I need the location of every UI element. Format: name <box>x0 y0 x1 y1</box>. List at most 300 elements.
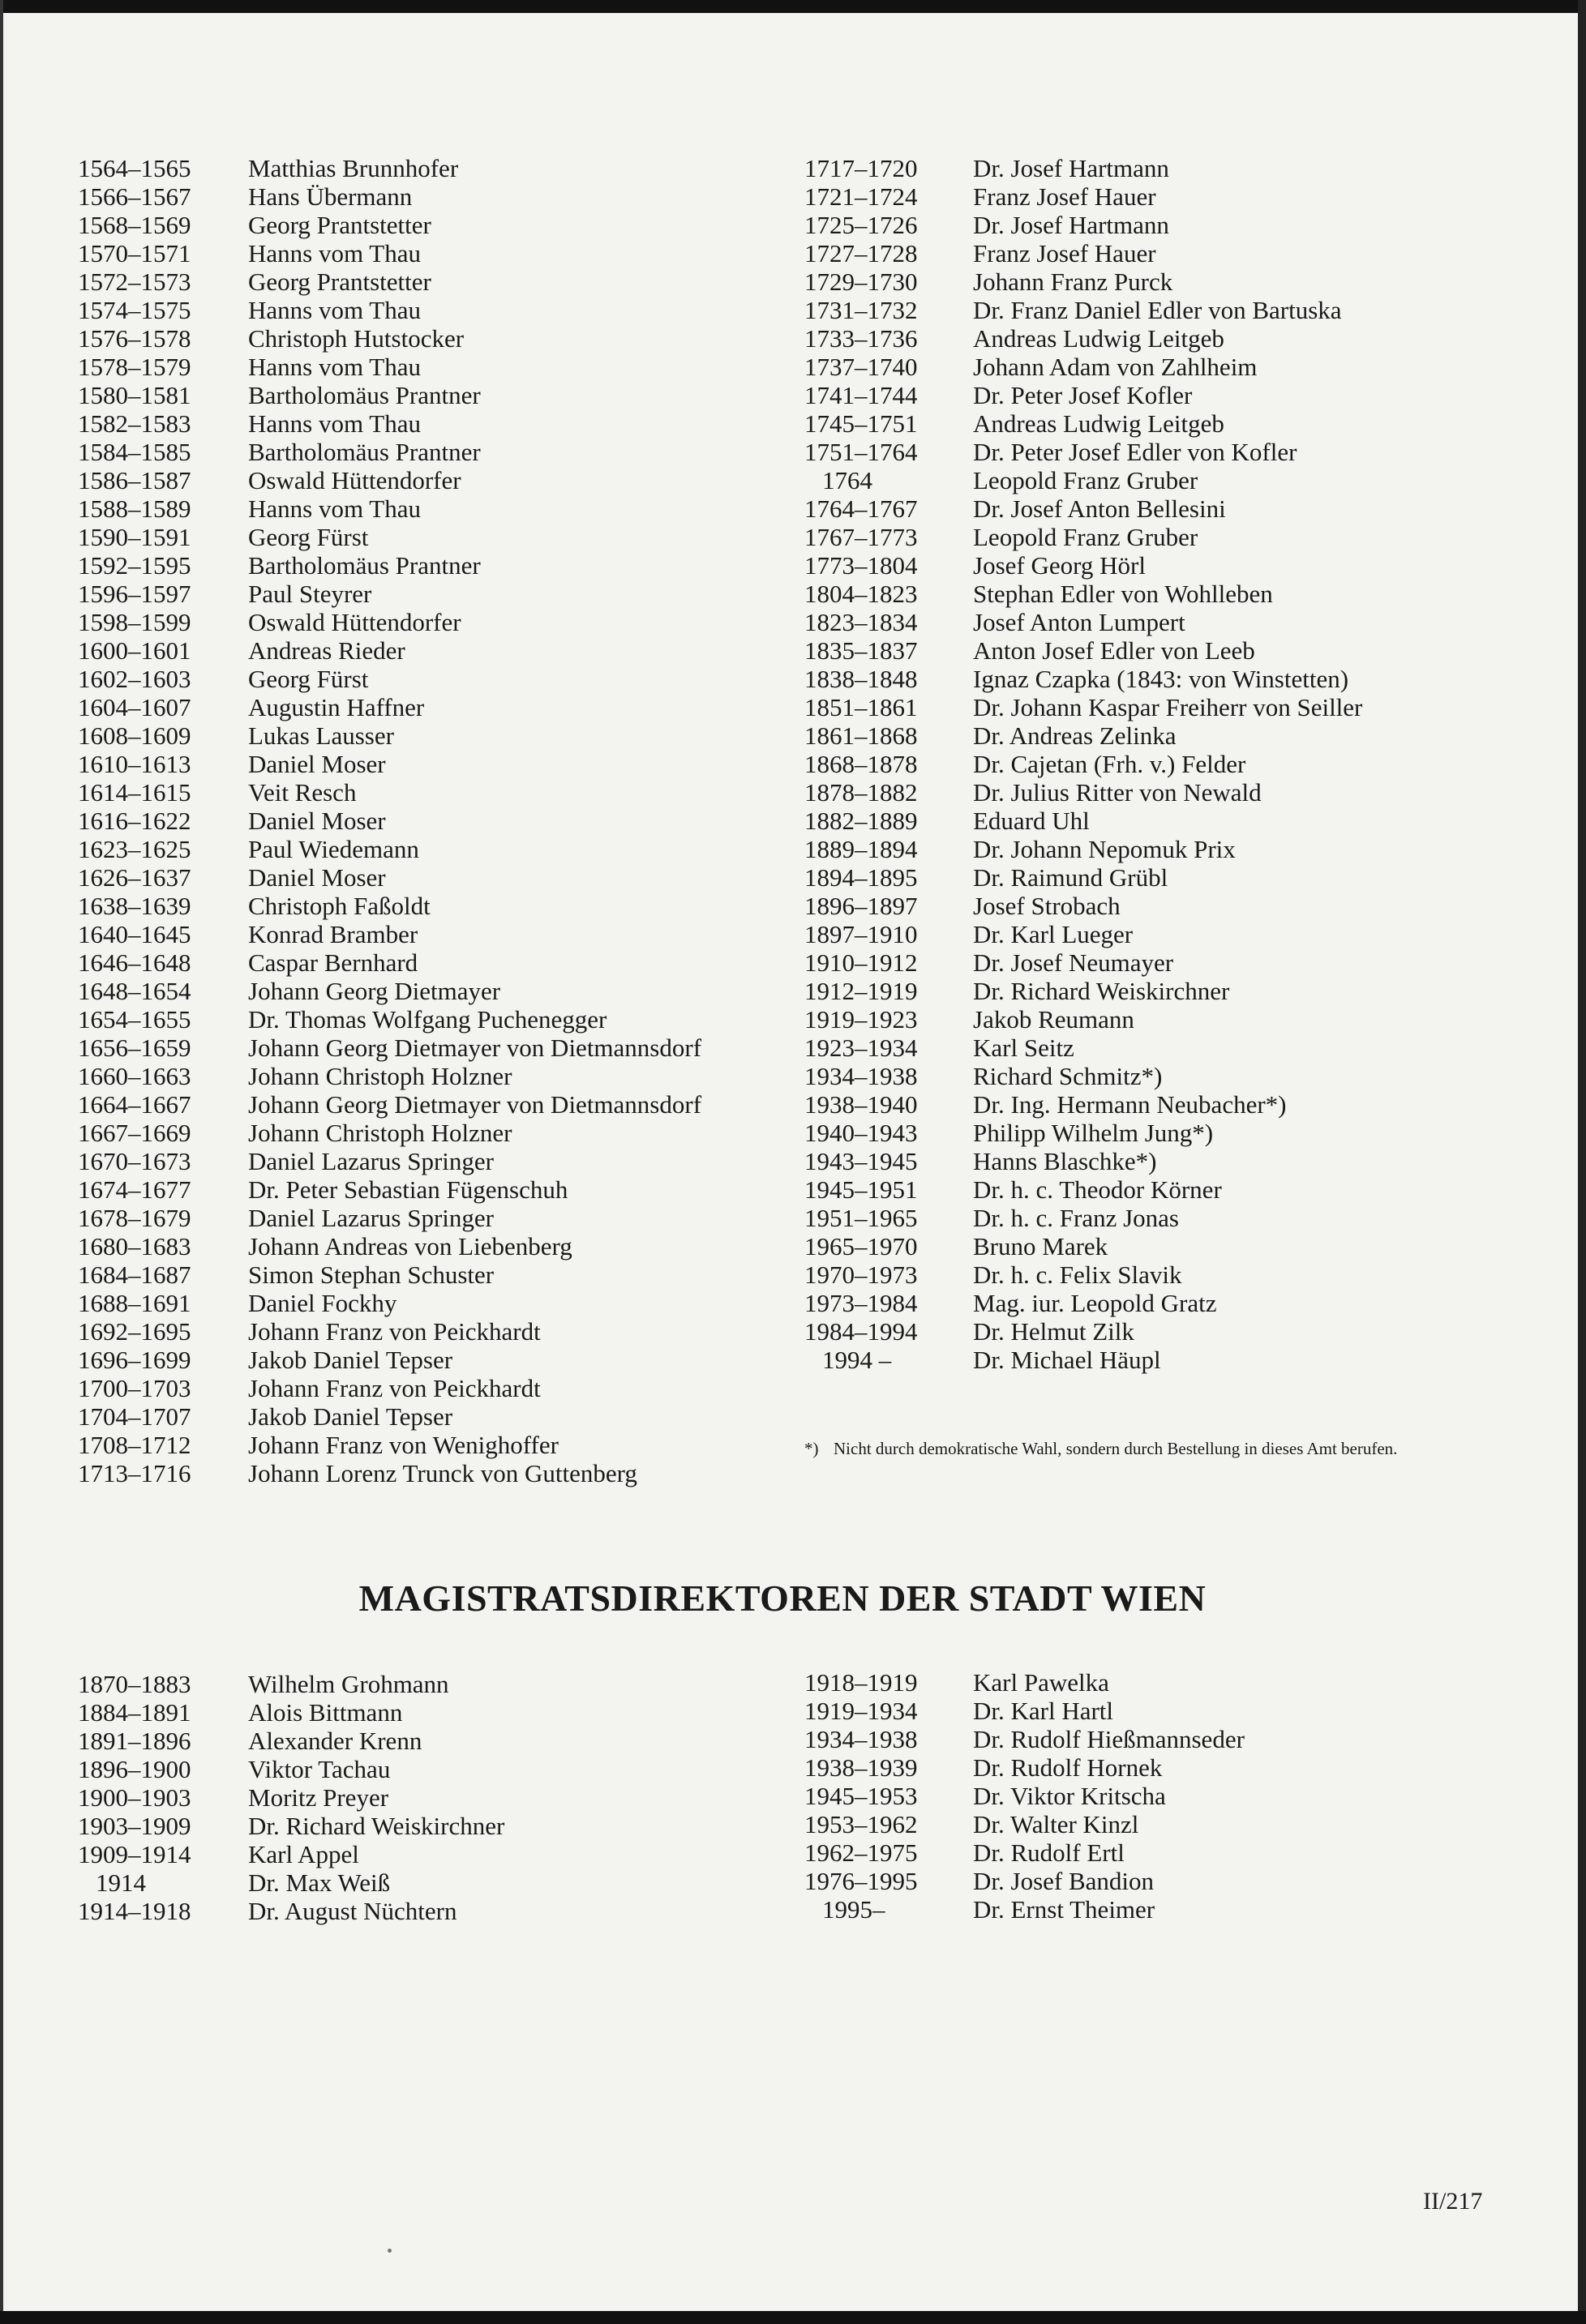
term-years: 1696–1699 <box>78 1346 191 1374</box>
term-years: 1566–1567 <box>78 182 191 211</box>
list-item <box>78 296 701 324</box>
person-name: Simon Stephan Schuster <box>248 1260 495 1289</box>
list-item <box>804 1232 1362 1260</box>
list-item <box>78 409 701 438</box>
term-years: 1640–1645 <box>78 920 191 948</box>
person-name: Dr. Ernst Theimer <box>973 1895 1155 1924</box>
list-item <box>78 1897 504 1925</box>
list-item <box>804 438 1362 466</box>
person-name: Dr. Richard Weiskirchner <box>973 977 1230 1005</box>
list-item <box>804 296 1362 324</box>
list-item <box>804 948 1362 977</box>
list-item <box>78 863 701 892</box>
term-years: 1586–1587 <box>78 466 191 494</box>
person-name: Johann Georg Dietmayer <box>248 977 501 1005</box>
list-item <box>78 466 701 494</box>
term-years: 1896–1897 <box>804 892 918 920</box>
person-name: Hanns vom Thau <box>248 353 421 381</box>
term-years: 1804–1823 <box>804 580 918 608</box>
list-item <box>78 182 701 211</box>
term-years: 1692–1695 <box>78 1317 191 1346</box>
scan-border-right <box>1578 0 1586 2324</box>
person-name: Dr. Michael Häupl <box>973 1346 1161 1374</box>
term-years: 1962–1975 <box>804 1838 918 1867</box>
term-years: 1976–1995 <box>804 1867 918 1895</box>
list-item <box>804 1260 1362 1289</box>
person-name: Veit Resch <box>248 778 357 807</box>
person-name: Matthias Brunnhofer <box>248 154 459 182</box>
person-name: Daniel Moser <box>248 750 386 778</box>
list-item <box>78 835 701 863</box>
person-name: Ignaz Czapka (1843: von Winstetten) <box>973 665 1349 693</box>
person-name: Dr. h. c. Franz Jonas <box>973 1204 1179 1232</box>
list-item <box>804 1867 1245 1895</box>
list-item <box>804 1289 1362 1317</box>
term-years: 1934–1938 <box>804 1725 918 1753</box>
list-item <box>804 1810 1245 1838</box>
person-name: Dr. Max Weiß <box>248 1868 391 1897</box>
person-name: Dr. Walter Kinzl <box>973 1810 1139 1838</box>
term-years: 1914 <box>96 1868 146 1897</box>
term-years: 1590–1591 <box>78 523 191 551</box>
list-item <box>78 381 701 409</box>
list-item <box>804 721 1362 750</box>
list-item <box>804 1782 1245 1810</box>
term-years: 1995– <box>822 1895 885 1924</box>
list-item <box>78 1175 701 1204</box>
person-name: Hans Übermann <box>248 182 413 211</box>
list-item <box>804 778 1362 807</box>
list-item <box>78 977 701 1005</box>
term-years: 1688–1691 <box>78 1289 191 1317</box>
term-years: 1910–1912 <box>804 948 918 977</box>
term-years: 1751–1764 <box>804 438 918 466</box>
term-years: 1648–1654 <box>78 977 191 1005</box>
term-years: 1870–1883 <box>78 1670 191 1698</box>
list-item <box>78 1034 701 1062</box>
term-years: 1721–1724 <box>804 182 918 211</box>
person-name: Philipp Wilhelm Jung*) <box>973 1119 1214 1147</box>
term-years: 1900–1903 <box>78 1783 191 1812</box>
term-years: 1656–1659 <box>78 1034 191 1062</box>
person-name: Dr. Thomas Wolfgang Puchenegger <box>248 1005 607 1034</box>
person-name: Anton Josef Edler von Leeb <box>973 636 1255 665</box>
person-name: Johann Franz von Wenighoffer <box>248 1431 559 1459</box>
term-years: 1596–1597 <box>78 580 191 608</box>
person-name: Johann Lorenz Trunck von Guttenberg <box>248 1459 637 1487</box>
term-years: 1745–1751 <box>804 409 918 438</box>
list-item <box>78 551 701 580</box>
term-years: 1970–1973 <box>804 1260 918 1289</box>
list-item <box>804 693 1362 721</box>
person-name: Johann Andreas von Liebenberg <box>248 1232 572 1260</box>
person-name: Dr. Rudolf Hornek <box>973 1753 1163 1782</box>
person-name: Hanns vom Thau <box>248 494 421 523</box>
list-item <box>78 1005 701 1034</box>
person-name: Daniel Lazarus Springer <box>248 1147 494 1175</box>
person-name: Josef Anton Lumpert <box>973 608 1185 636</box>
list-item <box>78 920 701 948</box>
person-name: Paul Steyrer <box>248 580 372 608</box>
person-name: Georg Fürst <box>248 523 369 551</box>
term-years: 1923–1934 <box>804 1034 918 1062</box>
list-item <box>78 1260 701 1289</box>
term-years: 1764 <box>822 466 872 494</box>
person-name: Dr. Johann Nepomuk Prix <box>973 835 1236 863</box>
list-item <box>804 1753 1245 1782</box>
list-item <box>804 211 1362 239</box>
list-item <box>804 807 1362 835</box>
scan-border-bottom <box>0 2311 1586 2324</box>
person-name: Dr. Josef Hartmann <box>973 211 1169 239</box>
list-item <box>804 1062 1362 1090</box>
person-name: Caspar Bernhard <box>248 948 418 977</box>
person-name: Eduard Uhl <box>973 807 1090 835</box>
person-name: Daniel Moser <box>248 807 386 835</box>
list-item <box>78 1289 701 1317</box>
person-name: Hanns vom Thau <box>248 296 421 324</box>
term-years: 1984–1994 <box>804 1317 918 1346</box>
person-name: Jakob Reumann <box>973 1005 1134 1034</box>
list-item <box>804 381 1362 409</box>
term-years: 1897–1910 <box>804 920 918 948</box>
person-name: Dr. Raimund Grübl <box>973 863 1168 892</box>
term-years: 1918–1919 <box>804 1668 918 1697</box>
person-name: Dr. Helmut Zilk <box>973 1317 1134 1346</box>
person-name: Dr. Peter Josef Edler von Kofler <box>973 438 1297 466</box>
list-item <box>78 1402 701 1431</box>
person-name: Hanns vom Thau <box>248 239 421 267</box>
list-item <box>78 494 701 523</box>
list-item <box>78 1062 701 1090</box>
list-item <box>804 608 1362 636</box>
term-years: 1646–1648 <box>78 948 191 977</box>
list-item <box>804 154 1362 182</box>
person-name: Georg Prantstetter <box>248 211 431 239</box>
term-years: 1737–1740 <box>804 353 918 381</box>
list-item <box>78 750 701 778</box>
footnote-text: Nicht durch demokratische Wahl, sondern durch Bestellung in dieses Amt berufen. <box>834 1439 1398 1458</box>
list-item <box>78 778 701 807</box>
term-years: 1604–1607 <box>78 693 191 721</box>
term-years: 1704–1707 <box>78 1402 191 1431</box>
term-years: 1945–1953 <box>804 1782 918 1810</box>
term-years: 1861–1868 <box>804 721 918 750</box>
list-item <box>78 665 701 693</box>
term-years: 1940–1943 <box>804 1119 918 1147</box>
list-item <box>78 1431 701 1459</box>
mayors-list-right <box>804 154 1362 1374</box>
list-item <box>804 551 1362 580</box>
term-years: 1943–1945 <box>804 1147 918 1175</box>
person-name: Wilhelm Grohmann <box>248 1670 449 1698</box>
person-name: Hanns vom Thau <box>248 409 421 438</box>
list-item <box>804 1838 1245 1867</box>
list-item <box>78 523 701 551</box>
list-item <box>78 721 701 750</box>
term-years: 1600–1601 <box>78 636 191 665</box>
term-years: 1610–1613 <box>78 750 191 778</box>
person-name: Franz Josef Hauer <box>973 182 1156 211</box>
person-name: Dr. Josef Hartmann <box>973 154 1169 182</box>
list-item <box>804 182 1362 211</box>
person-name: Viktor Tachau <box>248 1755 391 1783</box>
term-years: 1894–1895 <box>804 863 918 892</box>
term-years: 1945–1951 <box>804 1175 918 1204</box>
list-item <box>804 523 1362 551</box>
person-name: Dr. h. c. Theodor Körner <box>973 1175 1222 1204</box>
list-item <box>78 1204 701 1232</box>
term-years: 1868–1878 <box>804 750 918 778</box>
list-item <box>78 324 701 353</box>
term-years: 1564–1565 <box>78 154 191 182</box>
person-name: Dr. Richard Weiskirchner <box>248 1812 505 1840</box>
term-years: 1741–1744 <box>804 381 918 409</box>
term-years: 1667–1669 <box>78 1119 191 1147</box>
person-name: Johann Adam von Zahlheim <box>973 353 1258 381</box>
term-years: 1717–1720 <box>804 154 918 182</box>
person-name: Andreas Rieder <box>248 636 405 665</box>
person-name: Johann Georg Dietmayer von Dietmannsdorf <box>248 1034 702 1062</box>
term-years: 1708–1712 <box>78 1431 191 1459</box>
person-name: Konrad Bramber <box>248 920 418 948</box>
scan-border-top <box>0 0 1586 13</box>
term-years: 1678–1679 <box>78 1204 191 1232</box>
term-years: 1891–1896 <box>78 1727 191 1755</box>
list-item <box>804 1668 1245 1697</box>
person-name: Jakob Daniel Tepser <box>248 1346 453 1374</box>
list-item <box>804 1147 1362 1175</box>
person-name: Oswald Hüttendorfer <box>248 466 461 494</box>
term-years: 1823–1834 <box>804 608 918 636</box>
person-name: Dr. Josef Neumayer <box>973 948 1174 977</box>
list-item <box>804 409 1362 438</box>
person-name: Daniel Lazarus Springer <box>248 1204 494 1232</box>
list-item <box>804 239 1362 267</box>
list-item <box>78 636 701 665</box>
list-item <box>78 1670 504 1698</box>
person-name: Bartholomäus Prantner <box>248 438 481 466</box>
list-item <box>804 1090 1362 1119</box>
term-years: 1882–1889 <box>804 807 918 835</box>
term-years: 1700–1703 <box>78 1374 191 1402</box>
term-years: 1674–1677 <box>78 1175 191 1204</box>
list-item <box>804 1725 1245 1753</box>
list-item <box>804 1119 1362 1147</box>
term-years: 1773–1804 <box>804 551 918 580</box>
person-name: Bartholomäus Prantner <box>248 381 481 409</box>
list-item <box>78 608 701 636</box>
person-name: Johann Franz von Peickhardt <box>248 1374 541 1402</box>
person-name: Andreas Ludwig Leitgeb <box>973 324 1224 353</box>
term-years: 1733–1736 <box>804 324 918 353</box>
person-name: Oswald Hüttendorfer <box>248 608 461 636</box>
term-years: 1965–1970 <box>804 1232 918 1260</box>
person-name: Dr. Cajetan (Frh. v.) Felder <box>973 750 1246 778</box>
list-item <box>804 665 1362 693</box>
term-years: 1909–1914 <box>78 1840 191 1868</box>
term-years: 1727–1728 <box>804 239 918 267</box>
term-years: 1934–1938 <box>804 1062 918 1090</box>
person-name: Josef Strobach <box>973 892 1121 920</box>
person-name: Johann Franz Purck <box>973 267 1173 296</box>
term-years: 1623–1625 <box>78 835 191 863</box>
list-item <box>78 154 701 182</box>
list-item <box>804 466 1362 494</box>
person-name: Dr. Peter Josef Kofler <box>973 381 1193 409</box>
term-years: 1938–1939 <box>804 1753 918 1782</box>
page-number: II/217 <box>1423 2188 1483 2215</box>
term-years: 1731–1732 <box>804 296 918 324</box>
person-name: Johann Georg Dietmayer von Dietmannsdorf <box>248 1090 702 1119</box>
list-item <box>78 807 701 835</box>
scan-speck <box>388 2249 392 2253</box>
list-item <box>804 835 1362 863</box>
list-item <box>78 1755 504 1783</box>
person-name: Dr. Peter Sebastian Fügenschuh <box>248 1175 568 1204</box>
term-years: 1884–1891 <box>78 1698 191 1727</box>
list-item <box>78 1119 701 1147</box>
list-item <box>804 267 1362 296</box>
term-years: 1584–1585 <box>78 438 191 466</box>
person-name: Georg Fürst <box>248 665 369 693</box>
term-years: 1578–1579 <box>78 353 191 381</box>
term-years: 1919–1923 <box>804 1005 918 1034</box>
directors-list-left <box>78 1670 504 1925</box>
term-years: 1654–1655 <box>78 1005 191 1034</box>
list-item <box>804 1346 1362 1374</box>
person-name: Dr. Rudolf Hießmannseder <box>973 1725 1245 1753</box>
person-name: Dr. Ing. Hermann Neubacher*) <box>973 1090 1287 1119</box>
person-name: Dr. Johann Kaspar Freiherr von Seiller <box>973 693 1363 721</box>
list-item <box>804 1204 1362 1232</box>
term-years: 1638–1639 <box>78 892 191 920</box>
list-item <box>78 1698 504 1727</box>
list-item <box>78 1727 504 1755</box>
list-item <box>804 353 1362 381</box>
person-name: Dr. Julius Ritter von Newald <box>973 778 1262 807</box>
person-name: Johann Franz von Peickhardt <box>248 1317 541 1346</box>
list-item <box>804 750 1362 778</box>
list-item <box>78 1459 701 1487</box>
term-years: 1713–1716 <box>78 1459 191 1487</box>
list-item <box>78 353 701 381</box>
term-years: 1614–1615 <box>78 778 191 807</box>
list-item <box>804 494 1362 523</box>
term-years: 1670–1673 <box>78 1147 191 1175</box>
person-name: Andreas Ludwig Leitgeb <box>973 409 1224 438</box>
term-years: 1588–1589 <box>78 494 191 523</box>
term-years: 1835–1837 <box>804 636 918 665</box>
list-item <box>78 267 701 296</box>
term-years: 1903–1909 <box>78 1812 191 1840</box>
list-item <box>78 1147 701 1175</box>
list-item <box>804 1895 1245 1924</box>
term-years: 1951–1965 <box>804 1204 918 1232</box>
list-item <box>78 211 701 239</box>
term-years: 1616–1622 <box>78 807 191 835</box>
list-item <box>804 1697 1245 1725</box>
person-name: Alois Bittmann <box>248 1698 403 1727</box>
term-years: 1914–1918 <box>78 1897 191 1925</box>
list-item <box>804 1034 1362 1062</box>
term-years: 1889–1894 <box>804 835 918 863</box>
term-years: 1919–1934 <box>804 1697 918 1725</box>
list-item <box>78 948 701 977</box>
person-name: Dr. August Nüchtern <box>248 1897 457 1925</box>
person-name: Mag. iur. Leopold Gratz <box>973 1289 1217 1317</box>
person-name: Dr. h. c. Felix Slavik <box>973 1260 1182 1289</box>
person-name: Dr. Andreas Zelinka <box>973 721 1177 750</box>
list-item <box>804 863 1362 892</box>
term-years: 1680–1683 <box>78 1232 191 1260</box>
list-item <box>78 1232 701 1260</box>
person-name: Jakob Daniel Tepser <box>248 1402 453 1431</box>
person-name: Dr. Josef Anton Bellesini <box>973 494 1226 523</box>
term-years: 1626–1637 <box>78 863 191 892</box>
term-years: 1608–1609 <box>78 721 191 750</box>
scan-border-left <box>0 0 3 2324</box>
person-name: Moritz Preyer <box>248 1783 389 1812</box>
term-years: 1598–1599 <box>78 608 191 636</box>
person-name: Stephan Edler von Wohlleben <box>973 580 1273 608</box>
person-name: Lukas Lausser <box>248 721 394 750</box>
term-years: 1729–1730 <box>804 267 918 296</box>
person-name: Karl Pawelka <box>973 1668 1109 1697</box>
person-name: Franz Josef Hauer <box>973 239 1156 267</box>
list-item <box>78 1090 701 1119</box>
person-name: Paul Wiedemann <box>248 835 419 863</box>
list-item <box>78 1840 504 1868</box>
list-item <box>78 1783 504 1812</box>
term-years: 1725–1726 <box>804 211 918 239</box>
list-item <box>78 1346 701 1374</box>
term-years: 1953–1962 <box>804 1810 918 1838</box>
term-years: 1994 – <box>822 1346 892 1374</box>
term-years: 1764–1767 <box>804 494 918 523</box>
term-years: 1592–1595 <box>78 551 191 580</box>
term-years: 1912–1919 <box>804 977 918 1005</box>
term-years: 1570–1571 <box>78 239 191 267</box>
term-years: 1602–1603 <box>78 665 191 693</box>
term-years: 1576–1578 <box>78 324 191 353</box>
term-years: 1851–1861 <box>804 693 918 721</box>
list-item <box>78 239 701 267</box>
list-item <box>78 580 701 608</box>
person-name: Dr. Josef Bandion <box>973 1867 1155 1895</box>
list-item <box>78 438 701 466</box>
list-item <box>804 977 1362 1005</box>
footnote-mark: *) <box>804 1439 819 1458</box>
term-years: 1582–1583 <box>78 409 191 438</box>
term-years: 1878–1882 <box>804 778 918 807</box>
person-name: Georg Prantstetter <box>248 267 431 296</box>
term-years: 1574–1575 <box>78 296 191 324</box>
term-years: 1664–1667 <box>78 1090 191 1119</box>
person-name: Josef Georg Hörl <box>973 551 1146 580</box>
person-name: Daniel Moser <box>248 863 386 892</box>
person-name: Leopold Franz Gruber <box>973 466 1198 494</box>
person-name: Karl Appel <box>248 1840 359 1868</box>
list-item <box>78 1868 504 1897</box>
person-name: Johann Christoph Holzner <box>248 1119 512 1147</box>
list-item <box>804 920 1362 948</box>
person-name: Bartholomäus Prantner <box>248 551 481 580</box>
person-name: Karl Seitz <box>973 1034 1074 1062</box>
list-item <box>804 892 1362 920</box>
list-item <box>804 1175 1362 1204</box>
term-years: 1767–1773 <box>804 523 918 551</box>
